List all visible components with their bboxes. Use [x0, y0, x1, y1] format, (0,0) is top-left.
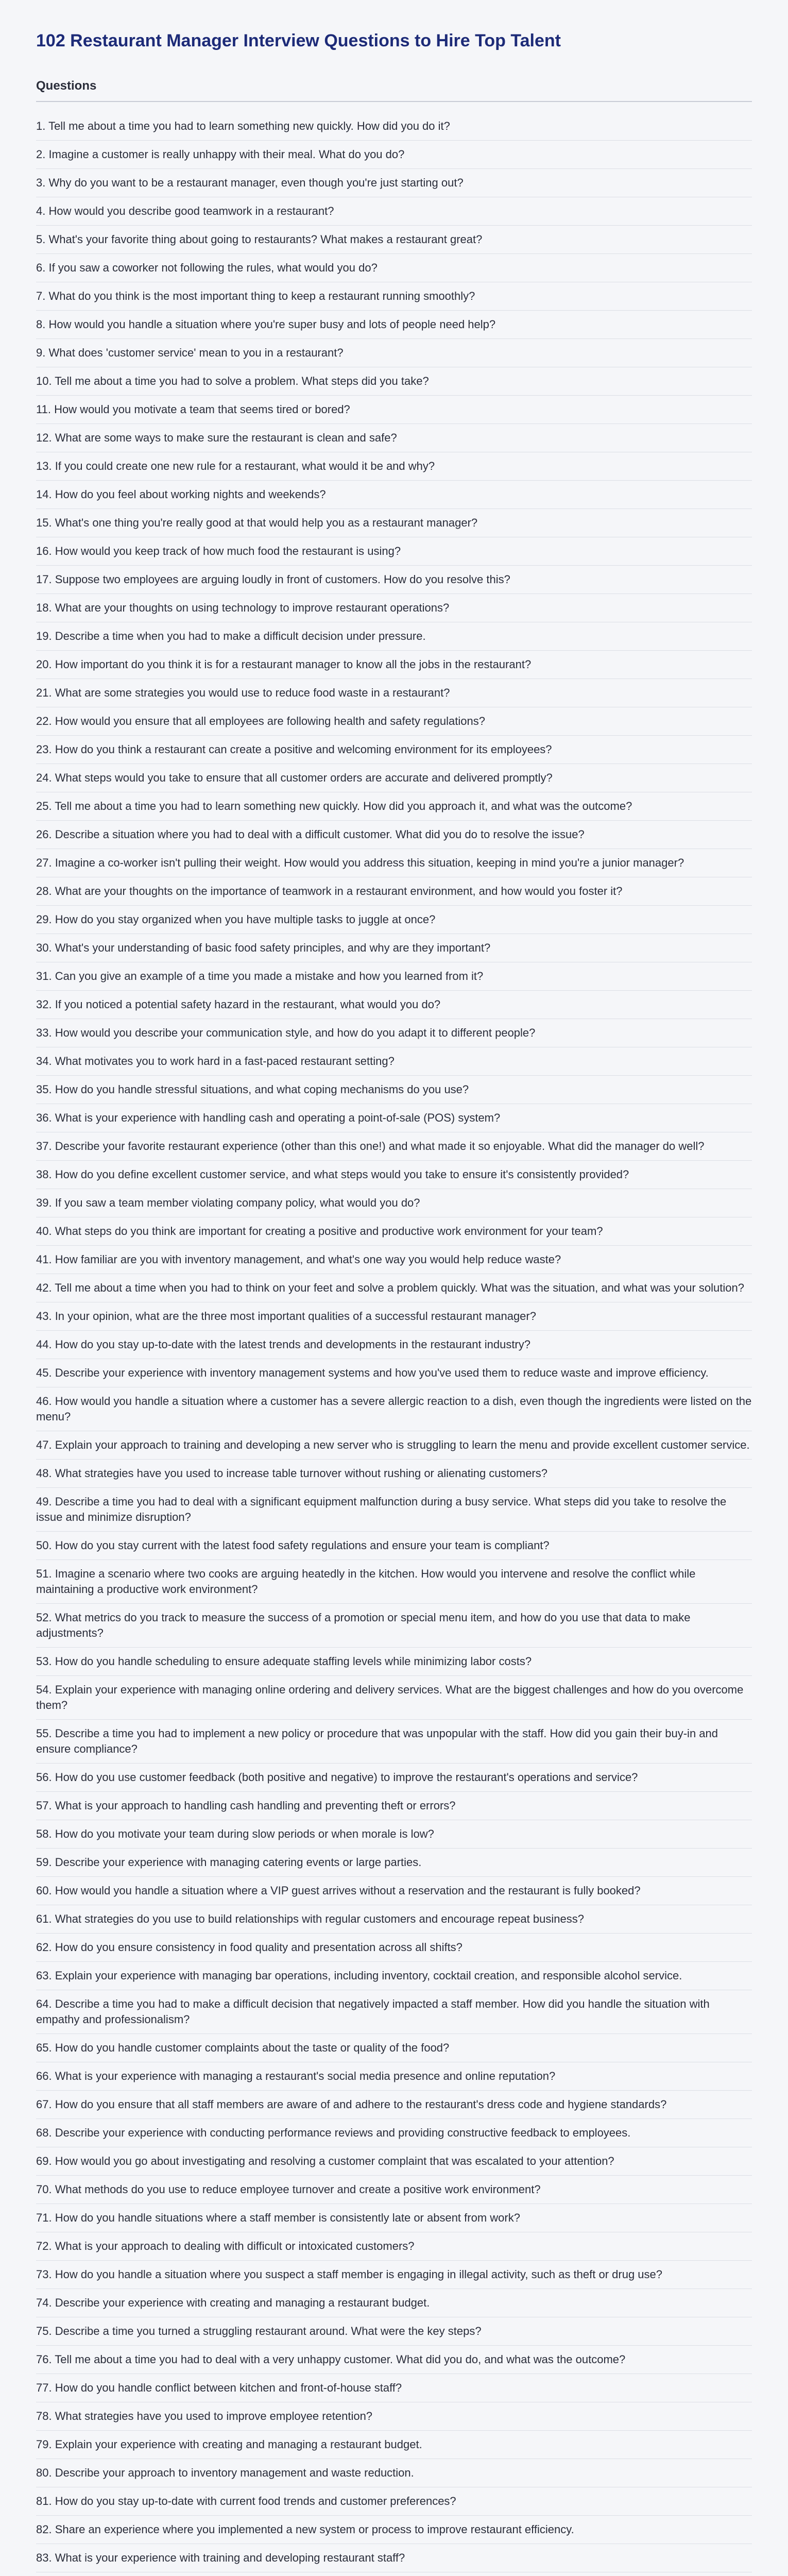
question-item: 77. How do you handle conflict between kitchen and front-of-house staff?: [36, 2374, 752, 2402]
question-item: 29. How do you stay organized when you have multiple tasks to juggle at once?: [36, 906, 752, 934]
question-item: 35. How do you handle stressful situations, and what coping mechanisms do you use?: [36, 1076, 752, 1104]
question-item: 42. Tell me about a time when you had to think on your feet and solve a problem quickly. What was the situation, and what was your solution?: [36, 1274, 752, 1302]
question-item: 50. How do you stay current with the latest food safety regulations and ensure your team is compliant?: [36, 1532, 752, 1560]
question-item: 45. Describe your experience with inventory management systems and how you've used them to reduce waste and improve efficiency.: [36, 1359, 752, 1387]
question-item: 72. What is your approach to dealing with difficult or intoxicated customers?: [36, 2232, 752, 2261]
question-item: 34. What motivates you to work hard in a fast-paced restaurant setting?: [36, 1047, 752, 1076]
question-item: 1. Tell me about a time you had to learn something new quickly. How did you do it?: [36, 112, 752, 141]
question-list: [36, 112, 752, 2576]
question-item: 28. What are your thoughts on the importance of teamwork in a restaurant environment, and how would you foster it?: [36, 877, 752, 906]
question-item: 37. Describe your favorite restaurant experience (other than this one!) and what made it so enjoyable. What did the manager do well?: [36, 1132, 752, 1161]
question-item: 61. What strategies do you use to build relationships with regular customers and encourage repeat business?: [36, 1905, 752, 1934]
question-item: 62. How do you ensure consistency in food quality and presentation across all shifts?: [36, 1934, 752, 1962]
question-item: 69. How would you go about investigating and resolving a customer complaint that was escalated to your attention?: [36, 2147, 752, 2176]
question-item: 32. If you noticed a potential safety hazard in the restaurant, what would you do?: [36, 991, 752, 1019]
question-item: 12. What are some ways to make sure the restaurant is clean and safe?: [36, 424, 752, 452]
question-item: 56. How do you use customer feedback (both positive and negative) to improve the restaurant's operations and service?: [36, 1764, 752, 1792]
question-item: 7. What do you think is the most important thing to keep a restaurant running smoothly?: [36, 282, 752, 311]
question-item: 4. How would you describe good teamwork in a restaurant?: [36, 197, 752, 226]
question-item: 22. How would you ensure that all employees are following health and safety regulations?: [36, 707, 752, 736]
question-item: 8. How would you handle a situation where you're super busy and lots of people need help?: [36, 311, 752, 339]
question-item: 31. Can you give an example of a time you made a mistake and how you learned from it?: [36, 962, 752, 991]
question-item: 64. Describe a time you had to make a difficult decision that negatively impacted a staff member. How did you handle the situation with empathy and professionalism?: [36, 1990, 752, 2034]
question-item: 74. Describe your experience with creating and managing a restaurant budget.: [36, 2289, 752, 2317]
question-item: 27. Imagine a co-worker isn't pulling their weight. How would you address this situation, keeping in mind you're a junior manager?: [36, 849, 752, 877]
question-item: 43. In your opinion, what are the three most important qualities of a successful restaurant manager?: [36, 1302, 752, 1331]
question-item: 78. What strategies have you used to improve employee retention?: [36, 2402, 752, 2431]
page-title: 102 Restaurant Manager Interview Questions to Hire Top Talent: [36, 31, 561, 50]
question-item: 18. What are your thoughts on using technology to improve restaurant operations?: [36, 594, 752, 622]
question-item: 66. What is your experience with managing a restaurant's social media presence and online reputation?: [36, 2062, 752, 2091]
question-item: 48. What strategies have you used to increase table turnover without rushing or alienating customers?: [36, 1460, 752, 1488]
question-item: 81. How do you stay up-to-date with current food trends and customer preferences?: [36, 2487, 752, 2516]
question-item: 30. What's your understanding of basic food safety principles, and why are they important?: [36, 934, 752, 962]
question-item: 63. Explain your experience with managing bar operations, including inventory, cocktail creation, and responsible alcohol service.: [36, 1962, 752, 1990]
question-item: 36. What is your experience with handling cash and operating a point-of-sale (POS) system?: [36, 1104, 752, 1132]
question-item: 13. If you could create one new rule for a restaurant, what would it be and why?: [36, 452, 752, 481]
question-item: 59. Describe your experience with managing catering events or large parties.: [36, 1849, 752, 1877]
question-item: 46. How would you handle a situation where a customer has a severe allergic reaction to a dish, even though the ingredients were listed on the menu?: [36, 1387, 752, 1431]
question-item: 49. Describe a time you had to deal with a significant equipment malfunction during a busy service. What steps did you take to resolve the issue and minimize disruption?: [36, 1488, 752, 1532]
question-item: 58. How do you motivate your team during slow periods or when morale is low?: [36, 1820, 752, 1849]
question-item: 24. What steps would you take to ensure that all customer orders are accurate and delivered promptly?: [36, 764, 752, 792]
question-item: 21. What are some strategies you would use to reduce food waste in a restaurant?: [36, 679, 752, 707]
question-item: 15. What's one thing you're really good at that would help you as a restaurant manager?: [36, 509, 752, 537]
question-item: 54. Explain your experience with managing online ordering and delivery services. What are the biggest challenges and how do you overcome them?: [36, 1676, 752, 1720]
question-item: 60. How would you handle a situation where a VIP guest arrives without a reservation and the restaurant is fully booked?: [36, 1877, 752, 1905]
question-item: 53. How do you handle scheduling to ensure adequate staffing levels while minimizing labor costs?: [36, 1648, 752, 1676]
question-item: 40. What steps do you think are important for creating a positive and productive work environment for your team?: [36, 1217, 752, 1246]
question-item: 79. Explain your experience with creating and managing a restaurant budget.: [36, 2431, 752, 2459]
question-item: 55. Describe a time you had to implement a new policy or procedure that was unpopular with the staff. How did you gain their buy-in and ensure compliance?: [36, 1720, 752, 1764]
question-item: 83. What is your experience with training and developing restaurant staff?: [36, 2544, 752, 2572]
question-item: 73. How do you handle a situation where you suspect a staff member is engaging in illegal activity, such as theft or drug use?: [36, 2261, 752, 2289]
question-item: 23. How do you think a restaurant can create a positive and welcoming environment for its employees?: [36, 736, 752, 764]
question-item: 67. How do you ensure that all staff members are aware of and adhere to the restaurant's dress code and hygiene standards?: [36, 2091, 752, 2119]
question-item: 16. How would you keep track of how much food the restaurant is using?: [36, 537, 752, 566]
question-item: 75. Describe a time you turned a struggling restaurant around. What were the key steps?: [36, 2317, 752, 2346]
question-item: 44. How do you stay up-to-date with the latest trends and developments in the restaurant industry?: [36, 1331, 752, 1359]
question-item: 68. Describe your experience with conducting performance reviews and providing constructive feedback to employees.: [36, 2119, 752, 2147]
question-item: 20. How important do you think it is for a restaurant manager to know all the jobs in the restaurant?: [36, 651, 752, 679]
question-item: 38. How do you define excellent customer service, and what steps would you take to ensure it's consistently provided?: [36, 1161, 752, 1189]
question-item: 9. What does 'customer service' mean to you in a restaurant?: [36, 339, 752, 367]
question-item: 11. How would you motivate a team that seems tired or bored?: [36, 396, 752, 424]
question-item: 70. What methods do you use to reduce employee turnover and create a positive work environment?: [36, 2176, 752, 2204]
question-item: 52. What metrics do you track to measure the success of a promotion or special menu item, and how do you use that data to make adjustments?: [36, 1604, 752, 1648]
question-item: 2. Imagine a customer is really unhappy with their meal. What do you do?: [36, 141, 752, 169]
question-item: [36, 2572, 752, 2576]
question-item: 33. How would you describe your communication style, and how do you adapt it to different people?: [36, 1019, 752, 1047]
question-item: 25. Tell me about a time you had to learn something new quickly. How did you approach it, and what was the outcome?: [36, 792, 752, 821]
question-item: 17. Suppose two employees are arguing loudly in front of customers. How do you resolve this?: [36, 566, 752, 594]
question-item: 65. How do you handle customer complaints about the taste or quality of the food?: [36, 2034, 752, 2062]
question-item: 39. If you saw a team member violating company policy, what would you do?: [36, 1189, 752, 1217]
question-item: 3. Why do you want to be a restaurant manager, even though you're just starting out?: [36, 169, 752, 197]
question-item: 76. Tell me about a time you had to deal with a very unhappy customer. What did you do, and what was the outcome?: [36, 2346, 752, 2374]
question-item: 10. Tell me about a time you had to solve a problem. What steps did you take?: [36, 367, 752, 396]
question-item: 26. Describe a situation where you had to deal with a difficult customer. What did you do to resolve the issue?: [36, 821, 752, 849]
question-item: 51. Imagine a scenario where two cooks are arguing heatedly in the kitchen. How would you intervene and resolve the conflict while maintaining a productive work environment?: [36, 1560, 752, 1604]
question-item: 47. Explain your approach to training and developing a new server who is struggling to learn the menu and provide excellent customer service.: [36, 1431, 752, 1460]
question-item: 14. How do you feel about working nights and weekends?: [36, 481, 752, 509]
question-item: 57. What is your approach to handling cash handling and preventing theft or errors?: [36, 1792, 752, 1820]
question-item: 71. How do you handle situations where a staff member is consistently late or absent from work?: [36, 2204, 752, 2232]
question-item: 6. If you saw a coworker not following the rules, what would you do?: [36, 254, 752, 282]
section-heading: Questions: [36, 78, 752, 102]
question-item: 19. Describe a time when you had to make a difficult decision under pressure.: [36, 622, 752, 651]
question-item: 80. Describe your approach to inventory management and waste reduction.: [36, 2459, 752, 2487]
question-item: 82. Share an experience where you implemented a new system or process to improve restaurant efficiency.: [36, 2516, 752, 2544]
question-item: 5. What's your favorite thing about going to restaurants? What makes a restaurant great?: [36, 226, 752, 254]
question-item: 41. How familiar are you with inventory management, and what's one way you would help reduce waste?: [36, 1246, 752, 1274]
